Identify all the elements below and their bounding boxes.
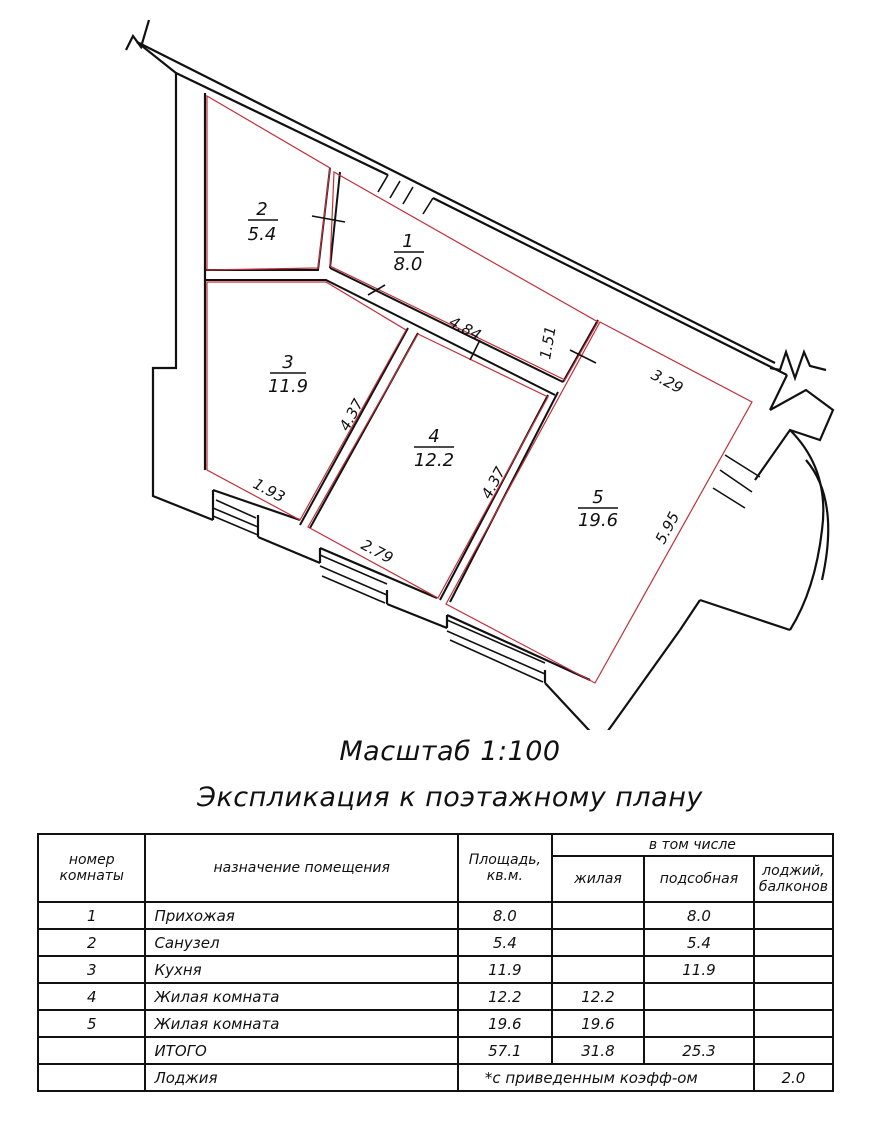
room-4-label	[414, 426, 454, 471]
total-area: 57.1	[458, 1037, 552, 1064]
header-living: жилая	[552, 856, 644, 902]
total-living: 31.8	[552, 1037, 644, 1064]
cell-living	[552, 902, 644, 929]
table-header-row	[38, 834, 833, 856]
loggia-value: 2.0	[754, 1064, 833, 1091]
dim-151: 1.51	[536, 324, 560, 361]
dim-437-right: 4.37	[477, 463, 510, 502]
cell-empty	[38, 1037, 145, 1064]
header-including: в том числе	[552, 834, 833, 856]
cell-loggias	[754, 956, 833, 983]
cell-loggias	[754, 983, 833, 1010]
dim-193: 1.93	[250, 474, 289, 507]
room-2-label	[248, 199, 278, 245]
window-room1	[378, 175, 433, 214]
cell-number: 5	[38, 1010, 145, 1037]
svg-text:19.6: 19.6	[577, 510, 619, 531]
table-row	[38, 956, 833, 983]
dim-484: 4.84	[446, 312, 485, 345]
explication-title: Экспликация к поэтажному плану	[197, 782, 703, 813]
dim-595: 5.95	[651, 508, 684, 547]
window-room3	[213, 500, 258, 535]
cell-auxiliary	[644, 1010, 754, 1037]
table-total-row	[38, 1037, 833, 1064]
svg-text:2: 2	[256, 199, 268, 220]
room-1-label	[394, 231, 424, 275]
window-room5	[447, 620, 545, 682]
total-label: ИТОГО	[145, 1037, 457, 1064]
cell-area: 5.4	[458, 929, 552, 956]
cell-purpose: Прихожая	[145, 902, 457, 929]
svg-text:8.0: 8.0	[393, 254, 423, 275]
cell-area: 19.6	[458, 1010, 552, 1037]
header-purpose: назначение помещения	[145, 834, 457, 902]
table-row	[38, 983, 833, 1010]
door-balcony	[713, 455, 760, 508]
header-auxiliary: подсобная	[644, 856, 754, 902]
cell-number: 4	[38, 983, 145, 1010]
cell-living	[552, 956, 644, 983]
cell-living	[552, 929, 644, 956]
cell-number: 3	[38, 956, 145, 983]
total-auxiliary: 25.3	[644, 1037, 754, 1064]
cell-empty	[754, 1037, 833, 1064]
break-mark-right	[770, 352, 826, 378]
cell-area: 11.9	[458, 956, 552, 983]
dim-279: 2.79	[358, 535, 397, 568]
cell-auxiliary: 8.0	[644, 902, 754, 929]
svg-text:4: 4	[428, 426, 440, 447]
cell-loggias	[754, 902, 833, 929]
cell-purpose: Санузел	[145, 929, 457, 956]
svg-text:5.4: 5.4	[247, 224, 277, 245]
cell-purpose: Кухня	[145, 956, 457, 983]
cell-number: 2	[38, 929, 145, 956]
cell-living: 19.6	[552, 1010, 644, 1037]
room-3-outline	[207, 282, 406, 520]
explication-table	[37, 833, 834, 1092]
svg-text:3: 3	[282, 352, 294, 373]
cell-empty	[38, 1064, 145, 1091]
cell-auxiliary	[644, 983, 754, 1010]
table-loggia-row	[38, 1064, 833, 1091]
svg-text:12.2: 12.2	[413, 450, 455, 471]
cell-area: 8.0	[458, 902, 552, 929]
cell-auxiliary: 11.9	[644, 956, 754, 983]
cell-living: 12.2	[552, 983, 644, 1010]
cell-loggias	[754, 1010, 833, 1037]
dim-437-left: 4.37	[335, 395, 368, 434]
cell-auxiliary: 5.4	[644, 929, 754, 956]
scale-label: Масштаб 1:100	[339, 736, 561, 767]
table-row	[38, 902, 833, 929]
header-number: номер комнаты	[38, 834, 145, 902]
room-labels	[248, 199, 618, 531]
cell-number: 1	[38, 902, 145, 929]
svg-text:11.9: 11.9	[267, 376, 309, 397]
svg-text:5: 5	[592, 487, 604, 508]
svg-text:1: 1	[402, 231, 414, 252]
outer-walls	[126, 20, 833, 730]
table-row	[38, 1010, 833, 1037]
room-3-label	[268, 352, 308, 397]
room-5-label	[578, 487, 618, 531]
cell-loggias	[754, 929, 833, 956]
header-area: Площадь, кв.м.	[458, 834, 552, 902]
windows	[213, 175, 760, 682]
loggia-label: Лоджия	[145, 1064, 457, 1091]
dim-329: 3.29	[648, 365, 687, 398]
loggia-note: *с приведенным коэфф-ом	[458, 1064, 754, 1091]
table-row	[38, 929, 833, 956]
cell-purpose: Жилая комната	[145, 983, 457, 1010]
cell-purpose: Жилая комната	[145, 1010, 457, 1037]
cell-area: 12.2	[458, 983, 552, 1010]
header-loggias: лоджий, балконов	[754, 856, 833, 902]
